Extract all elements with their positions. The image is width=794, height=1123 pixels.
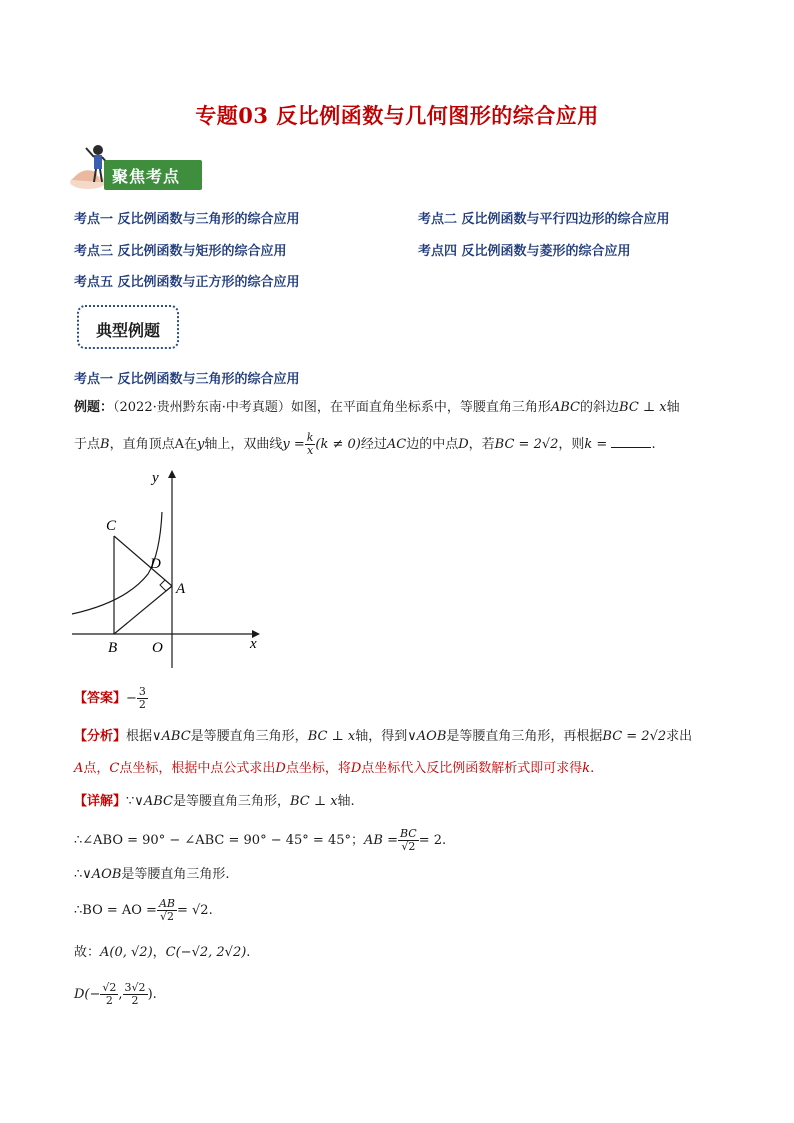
topic-link-1[interactable]: 考点一 反比例函数与三角形的综合应用 (74, 212, 300, 227)
segment-ba (114, 586, 172, 634)
y-axis-arrow (168, 470, 176, 478)
label-a: A (176, 581, 186, 597)
detail-line-5: 故：A(0, √2)，C(−√2, 2√2). (74, 945, 251, 960)
problem-line-2: 于点B，直角顶点A在y轴上，双曲线y = $\frac{k}{x}$ (k ≠ 0)经过AC边的中点D，若BC = 2√2，则k = . (74, 431, 656, 457)
detail-line-3: ∴∨AOB是等腰直角三角形. (74, 867, 230, 882)
segment-ca (114, 536, 172, 586)
label-x: x (250, 636, 257, 652)
detail-line-4: ∴BO = AO = $\frac{AB}{√2}$ = √2. (74, 897, 213, 923)
topic-link-3[interactable]: 考点三 反比例函数与矩形的综合应用 (74, 244, 287, 259)
label-d: D (150, 556, 161, 572)
analysis-line-1: 【分析】根据∨ABC是等腰直角三角形，BC ⊥ x轴，得到∨AOB是等腰直角三角形，再根据BC = 2√2求出 (74, 729, 693, 744)
detail-line-2: ∴∠ABO = 90° − ∠ABC = 90° − 45° = 45°；AB = $\frac{BC}{√2}$ = 2. (74, 827, 447, 853)
right-angle-mark (160, 580, 172, 591)
example-label: 典型例题 (95, 321, 160, 340)
page-title: 专题03 反比例函数与几何图形的综合应用 (195, 103, 599, 128)
topic-link-4[interactable]: 考点四 反比例函数与菱形的综合应用 (418, 244, 631, 259)
label-o: O (152, 640, 163, 656)
answer-blank (611, 435, 651, 448)
badge-label: 聚焦考点 (112, 167, 181, 186)
section-heading: 考点一 反比例函数与三角形的综合应用 (74, 372, 300, 387)
analysis-line-2: A点，C点坐标，根据中点公式求出D点坐标，将D点坐标代入反比例函数解析式即可求得k. (74, 761, 595, 776)
topic-link-2[interactable]: 考点二 反比例函数与平行四边形的综合应用 (418, 212, 670, 227)
label-c: C (106, 518, 117, 534)
hyperbola-curve (72, 512, 162, 614)
problem-line-1: 例题：（2022·贵州黔东南·中考真题）如图，在平面直角坐标系中，等腰直角三角形ABC的斜边BC ⊥ x轴 (74, 400, 680, 415)
label-b: B (108, 640, 118, 656)
detail-line-6: D(− $\frac{√2}{2}$ , $\frac{3√2}{2}$ ). (74, 981, 157, 1007)
focus-badge (66, 142, 206, 192)
detail-line-1: 【详解】∵∨ABC是等腰直角三角形，BC ⊥ x轴. (74, 794, 355, 809)
topic-link-5[interactable]: 考点五 反比例函数与正方形的综合应用 (74, 275, 300, 290)
coordinate-figure (66, 462, 276, 677)
label-y: y (152, 470, 159, 486)
answer-line: 【答案】− $\frac{3}{2}$ (74, 685, 146, 711)
